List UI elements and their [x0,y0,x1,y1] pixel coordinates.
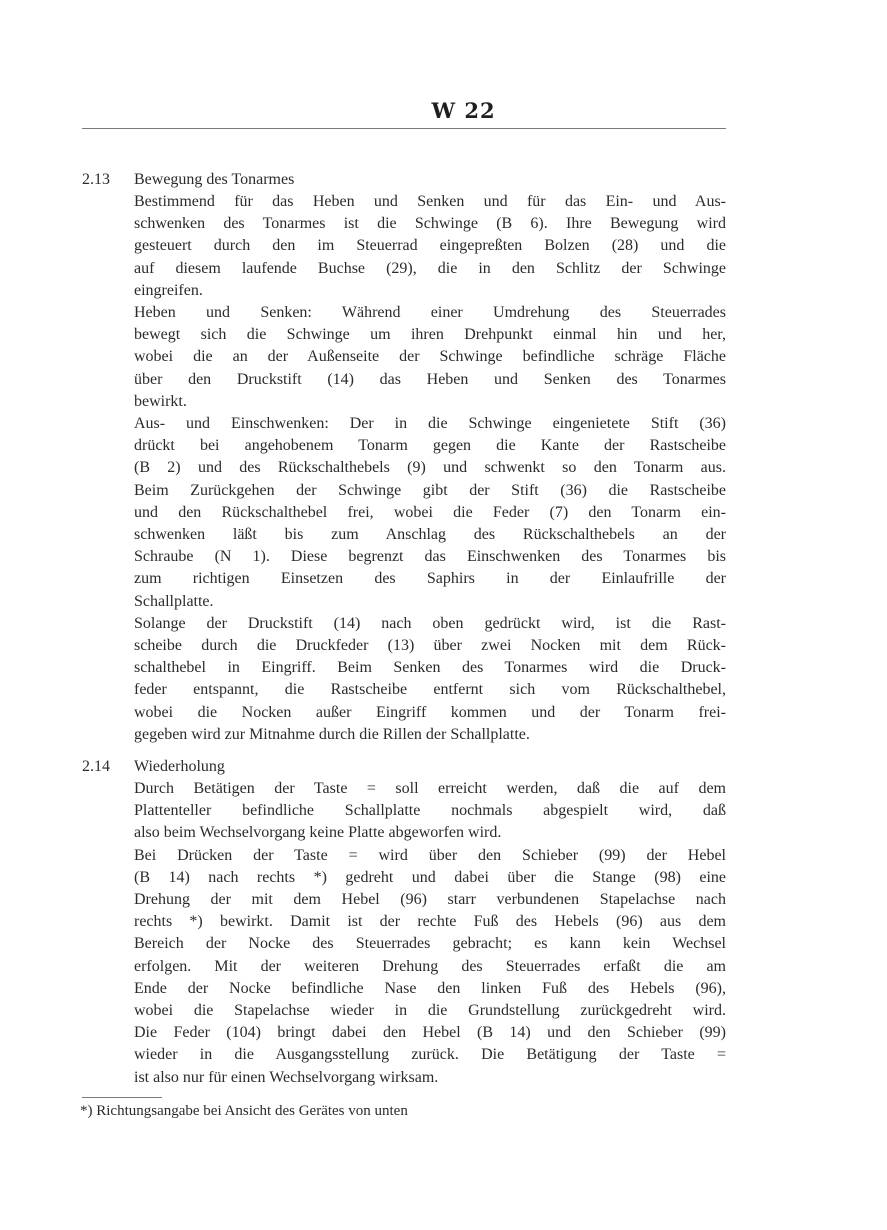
text-line: drückt bei angehobenem Tonarm gegen die Kante der Rastscheibe [134,437,726,455]
section-2-13 [82,169,726,746]
text-line: wobei die Nocken außer Eingriff kommen und der Tonarm frei- [134,703,726,721]
section-title: Wiederholung [134,758,225,775]
text-line: gegeben wird zur Mitnahme durch die Rillen der Schallplatte. [134,725,530,743]
footnote: *) Richtungsangabe bei Ansicht des Gerätes von unten [80,1103,408,1119]
text-line: Beim Zurückgehen der Schwinge gibt der Stift (36) die Rastscheibe [134,481,726,499]
text-line: Bestimmend für das Heben und Senken und für das Ein- und Aus- [134,193,726,210]
section-heading [82,169,726,191]
text-line: Plattenteller befindliche Schallplatte nochmals abgespielt wird, daß [134,802,726,820]
text-line: Bei Drücken der Taste = wird über den Schieber (99) der Hebel [134,846,726,864]
text-line: scheibe durch die Druckfeder (13) über zwei Nocken mit dem Rück- [134,637,726,655]
text-line: Solange der Druckstift (14) nach oben gedrückt wird, ist die Rast- [134,614,726,632]
header-rule [82,128,726,129]
text-line: zum richtigen Einsetzen des Saphirs in der Einlaufrille der [134,570,726,588]
page-header [0,98,887,123]
text-line: Drehung der mit dem Hebel (96) starr verbundenen Stapelachse nach [134,891,726,909]
text-line: (B 14) nach rechts *) gedreht und dabei über die Stange (98) eine [134,868,726,886]
footnote-rule [82,1097,162,1098]
section-number: 2.13 [82,171,110,188]
section-title: Bewegung des Tonarmes [134,171,295,188]
text-line: Bereich der Nocke des Steuerrades gebracht; es kann kein Wechsel [134,935,726,953]
section-body [134,778,726,1089]
text-line: ist also nur für einen Wechselvorgang wirksam. [134,1068,439,1086]
text-line: über den Druckstift (14) das Heben und Senken des Tonarmes [134,370,726,388]
text-line: also beim Wechselvorgang keine Platte abgeworfen wird. [134,824,502,842]
section-heading [82,756,726,778]
text-line: Heben und Senken: Während einer Umdrehung des Steuerrades [134,304,726,322]
text-line: und den Rückschalthebel frei, wobei die Feder (7) den Tonarm ein- [134,503,726,521]
text-line: feder entspannt, die Rastscheibe entfernt sich vom Rückschalthebel, [134,681,726,699]
text-line: gesteuert durch den im Steuerrad eingepreßten Bolzen (28) und die [134,237,726,255]
page-title: W 22 [431,98,496,123]
section-number: 2.14 [82,758,110,775]
text-line: erfolgen. Mit der weiteren Drehung des Steuerrades erfaßt die am [134,957,726,975]
text-line: Schraube (N 1). Diese begrenzt das Einschwenken des Tonarmes bis [134,548,726,566]
text-line: schalthebel in Eingriff. Beim Senken des Tonarmes wird die Druck- [134,659,726,677]
text-line: rechts *) bewirkt. Damit ist der rechte Fuß des Hebels (96) aus dem [134,913,726,931]
text-line: wobei die Stapelachse wieder in die Grundstellung zurückgedreht wird. [134,1002,726,1020]
text-line: bewirkt. [134,392,187,410]
text-line: Aus- und Einschwenken: Der in die Schwinge eingenietete Stift (36) [134,415,726,433]
text-line: Die Feder (104) bringt dabei den Hebel (B 14) und den Schieber (99) [134,1024,726,1042]
text-line: bewegt sich die Schwinge um ihren Drehpunkt einmal hin und her, [134,326,726,344]
text-line: schwenken des Tonarmes ist die Schwinge (B 6). Ihre Bewegung wird [134,215,726,233]
text-line: wieder in die Ausgangsstellung zurück. Die Betätigung der Taste = [134,1046,726,1064]
section-body [134,191,726,746]
text-line: Durch Betätigen der Taste = soll erreicht werden, daß die auf dem [134,780,726,797]
text-line: auf diesem laufende Buchse (29), die in den Schlitz der Schwinge [134,259,726,277]
text-line: wobei die an der Außenseite der Schwinge befindliche schräge Fläche [134,348,726,366]
text-line: (B 2) und des Rückschalthebels (9) und schwenkt so den Tonarm aus. [134,459,726,477]
text-line: Schallplatte. [134,592,214,610]
text-line: eingreifen. [134,281,203,299]
text-line: Ende der Nocke befindliche Nase den linken Fuß des Hebels (96), [134,979,726,997]
text-line: schwenken läßt bis zum Anschlag des Rückschalthebels an der [134,526,726,544]
section-2-14 [82,756,726,1089]
